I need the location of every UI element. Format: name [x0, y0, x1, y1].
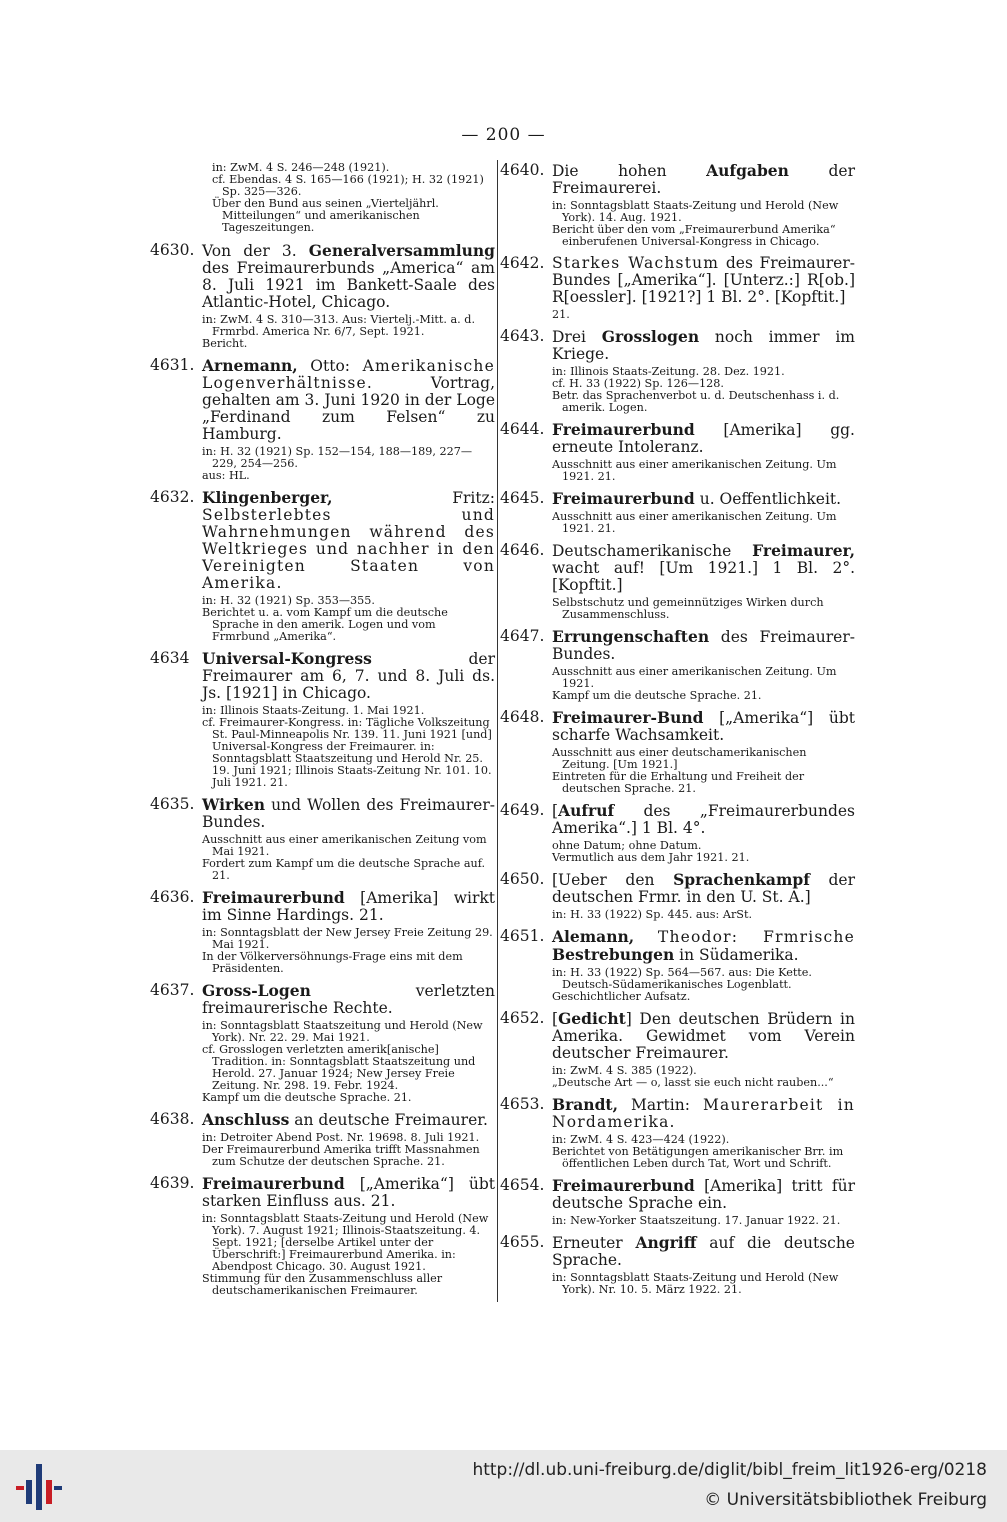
- bibliography-entry: [500, 802, 855, 864]
- entry-title: Von der 3. Generalversammlung des Freimaurerbunds „America“ am 8. Juli 1921 im Bankett-Saale des Atlantic-Hotel, Chicago.: [202, 241, 495, 311]
- entry-notes: [552, 511, 855, 535]
- entry-title: Errungenschaften des Freimaurer-Bundes.: [552, 627, 855, 663]
- entry-note-line: aus: HL.: [202, 469, 250, 482]
- entry-title: Alemann, Theodor: Frmrische Bestrebungen in Südamerika.: [552, 927, 855, 964]
- entry-note-line: Bericht über den vom „Freimaurerbund Amerika“ einberufenen Universal-Kongress in Chicago.: [552, 223, 836, 248]
- entry-title: Universal-Kongress der Freimaurer am 6, 7. und 8. Juli ds. Js. [1921] in Chicago.: [202, 649, 495, 702]
- entry-number: 4654.: [500, 1176, 545, 1194]
- entry-note-line: in: Sonntagsblatt Staatszeitung und Herold (New York). Nr. 22. 29. Mai 1921.: [202, 1019, 483, 1044]
- entry-number: 4632.: [150, 488, 195, 506]
- entry-title: [Gedicht] Den deutschen Brüdern in Amerika. Gewidmet vom Verein deutscher Freimaurer.: [552, 1009, 855, 1062]
- entry-note-line: in: Detroiter Abend Post. Nr. 19698. 8. Juli 1921.: [202, 1131, 480, 1144]
- entry-number: 4643.: [500, 327, 545, 345]
- entry-note-line: in: H. 33 (1922) Sp. 564—567. aus: Die Kette. Deutsch-Südamerikanisches Logenblatt.: [552, 966, 812, 991]
- entry-title: Brandt, Martin: Maurerarbeit in Nordamerika.: [552, 1095, 855, 1131]
- entry-notes: [552, 200, 855, 248]
- bibliography-entry: [150, 982, 495, 1104]
- entry-number: 4631.: [150, 356, 195, 374]
- entry-note-line: Über den Bund aus seinen „Vierteljährl. Mitteilungen“ und amerikanischen Tageszeitungen.: [212, 197, 439, 234]
- entry-note-line: cf. Ebendas. 4 S. 165—166 (1921); H. 32 (1921) Sp. 325—326.: [212, 173, 484, 198]
- entry-title: Gross-Logen verletzten freimaurerische Rechte.: [202, 981, 495, 1017]
- entry-title: Starkes Wachstum des Freimaurer-Bundes [„Amerika“]. [Unterz.:] R[ob.] R[oessler]. [1921?] 1 Bl. 2°. [Kopftit.]: [552, 254, 855, 306]
- entry-notes: [552, 366, 855, 414]
- entry-number: 4637.: [150, 981, 195, 999]
- entry-title: Erneuter Angriff auf die deutsche Sprache.: [552, 1233, 855, 1269]
- entry-continuation: [150, 162, 495, 234]
- entry-notes: [552, 747, 855, 795]
- entry-title: Freimaurerbund [Amerika] gg. erneute Intoleranz.: [552, 420, 855, 456]
- entry-title: Klingenberger, Fritz: Selbsterlebtes und Wahrnehmungen während des Weltkrieges und nachher in den Vereinigten Staaten von Amerika.: [202, 488, 495, 592]
- right-column: [500, 162, 855, 1303]
- entry-note-line: in: H. 32 (1921) Sp. 152—154, 188—189, 227—229, 254—256.: [202, 445, 473, 470]
- entry-number: 4634: [150, 649, 190, 667]
- entry-notes: [202, 314, 495, 350]
- entry-note-line: in: ZwM. 4 S. 246—248 (1921).: [212, 161, 390, 174]
- bibliography-entry: [500, 255, 855, 321]
- entry-note-line: 21.: [552, 308, 570, 321]
- entry-notes: [552, 666, 855, 702]
- entry-note-line: in: Sonntagsblatt der New Jersey Freie Zeitung 29. Mai 1921.: [202, 926, 493, 951]
- entry-title: Freimaurerbund [Amerika] wirkt im Sinne Hardings. 21.: [202, 888, 495, 924]
- bibliography-entry: [500, 871, 855, 921]
- bibliography-entry: [150, 889, 495, 975]
- entry-note-line: Ausschnitt aus einer amerikanischen Zeitung. Um 1921. 21.: [552, 458, 837, 483]
- entry-number: 4640.: [500, 161, 545, 179]
- bibliography-entry: [150, 1111, 495, 1168]
- entry-number: 4647.: [500, 627, 545, 645]
- entry-note-line: in: ZwM. 4 S. 310—313. Aus: Viertelj.-Mitt. a. d. Frmrbd. America Nr. 6/7, Sept. 1921.: [202, 313, 476, 338]
- entry-note-line: „Deutsche Art — o, lasst sie euch nicht rauben...“: [552, 1076, 834, 1089]
- entry-title: Deutschamerikanische Freimaurer, wacht auf! [Um 1921.] 1 Bl. 2°. [Kopftit.]: [552, 541, 855, 594]
- entry-number: 4638.: [150, 1110, 195, 1128]
- bibliography-entry: [500, 709, 855, 795]
- entry-number: 4650.: [500, 870, 545, 888]
- page-number: — 200 —: [461, 125, 546, 145]
- entry-notes: [202, 162, 495, 234]
- entry-note-line: in: Sonntagsblatt Staats-Zeitung und Herold (New York). 7. August 1921; Illinois-Staatszeitung. 4. Sept. 1921; [derselbe Artikel unter der Überschrift:] Freimaurerbund Amerika. in: Abendpost Chicago. 30. August 1921.: [202, 1212, 489, 1273]
- bibliography-entry: [150, 357, 495, 482]
- entry-number: 4653.: [500, 1095, 545, 1113]
- entry-note-line: ohne Datum; ohne Datum.: [552, 839, 702, 852]
- entry-title: [Aufruf des „Freimaurerbundes Amerika“.] 1 Bl. 4°.: [552, 801, 855, 837]
- entry-number: 4639.: [150, 1174, 195, 1192]
- entry-notes: [202, 1020, 495, 1104]
- bibliography-entry: [500, 928, 855, 1003]
- entry-number: 4646.: [500, 541, 545, 559]
- entry-notes: [552, 309, 855, 321]
- bibliography-entry: [500, 162, 855, 248]
- bibliography-entry: [500, 421, 855, 483]
- entry-note-line: Ausschnitt aus einer amerikanischen Zeitung. Um 1921. 21.: [552, 510, 837, 535]
- entry-note-line: Vermutlich aus dem Jahr 1921. 21.: [552, 851, 750, 864]
- entry-note-line: Ausschnitt aus einer amerikanischen Zeitung. Um 1921.: [552, 665, 837, 690]
- bibliography-entry: [500, 1234, 855, 1296]
- entry-number: 4636.: [150, 888, 195, 906]
- entry-note-line: Kampf um die deutsche Sprache. 21.: [552, 689, 762, 702]
- entry-note-line: Ausschnitt aus einer deutschamerikanischen Zeitung. [Um 1921.]: [552, 746, 807, 771]
- entry-number: 4648.: [500, 708, 545, 726]
- entry-note-line: in: Sonntagsblatt Staats-Zeitung und Herold (New York). Nr. 10. 5. März 1922. 21.: [552, 1271, 839, 1296]
- entry-note-line: in: Illinois Staats-Zeitung. 1. Mai 1921.: [202, 704, 425, 717]
- entry-note-line: Stimmung für den Zusammenschluss aller deutschamerikanischen Freimaurer.: [202, 1272, 443, 1297]
- entry-note-line: Eintreten für die Erhaltung und Freiheit der deutschen Sprache. 21.: [552, 770, 805, 795]
- entry-title: Arnemann, Otto: Amerikanische Logenverhältnisse. Vortrag, gehalten am 3. Juni 1920 in der Loge „Ferdinand zum Felsen“ zu Hamburg.: [202, 356, 495, 443]
- entry-number: 4642.: [500, 254, 545, 272]
- entry-note-line: in: Sonntagsblatt Staats-Zeitung und Herold (New York). 14. Aug. 1921.: [552, 199, 839, 224]
- entry-notes: [202, 595, 495, 643]
- bibliography-entry: [500, 328, 855, 414]
- entry-title: Wirken und Wollen des Freimaurer-Bundes.: [202, 795, 495, 831]
- entry-notes: [552, 1134, 855, 1170]
- entry-notes: [552, 1215, 855, 1227]
- entry-note-line: in: ZwM. 4 S. 385 (1922).: [552, 1064, 697, 1077]
- bibliography-entry: [500, 542, 855, 621]
- entry-note-line: in: ZwM. 4 S. 423—424 (1922).: [552, 1133, 730, 1146]
- entry-title: [Ueber den Sprachenkampf der deutschen Frmr. in den U. St. A.]: [552, 870, 855, 906]
- entry-note-line: cf. H. 33 (1922) Sp. 126—128.: [552, 377, 724, 390]
- entry-note-line: cf. Freimaurer-Kongress. in: Tägliche Volkszeitung St. Paul-Minneapolis Nr. 139. 11. Juni 1921 [und] Universal-Kongress der Freimaurer. in: Sonntagsblatt Staatszeitung und Herold Nr. 25. 19. Juni 1921; Illinois Staats-Zeitung Nr. 101. 10. Juli 1921. 21.: [202, 716, 492, 789]
- entry-title: Freimaurerbund [Amerika] tritt für deutsche Sprache ein.: [552, 1176, 855, 1212]
- entry-note-line: Selbstschutz und gemeinnütziges Wirken durch Zusammenschluss.: [552, 596, 824, 621]
- entry-note-line: Betr. das Sprachenverbot u. d. Deutschenhass i. d. amerik. Logen.: [552, 389, 840, 414]
- entry-note-line: Der Freimaurerbund Amerika trifft Massnahmen zum Schutze der deutschen Sprache. 21.: [202, 1143, 480, 1168]
- entry-title: Die hohen Aufgaben der Freimaurerei.: [552, 161, 855, 197]
- footer-bar: [0, 1450, 1007, 1522]
- entry-number: 4644.: [500, 420, 545, 438]
- permalink-url[interactable]: http://dl.ub.uni-freiburg.de/diglit/bibl_freim_lit1926-erg/0218: [472, 1460, 987, 1480]
- entry-note-line: cf. Grosslogen verletzten amerik[anische] Tradition. in: Sonntagsblatt Staatszeitung und Herold. 27. Januar 1924; New Jersey Freie Zeitung. Nr. 298. 19. Febr. 1924.: [202, 1043, 476, 1092]
- library-logo-icon: [14, 1462, 64, 1512]
- entry-number: 4649.: [500, 801, 545, 819]
- entry-notes: [552, 1272, 855, 1296]
- bibliography-entry: [150, 650, 495, 789]
- entry-number: 4652.: [500, 1009, 545, 1027]
- entry-note-line: Berichtet von Betätigungen amerikanischer Brr. im öffentlichen Leben durch Tat, Wort und Schrift.: [552, 1145, 844, 1170]
- bibliography-entry: [150, 796, 495, 882]
- entry-notes: [202, 1132, 495, 1168]
- column-divider: [497, 160, 498, 1302]
- entry-title: Freimaurerbund [„Amerika“] übt starken Einfluss aus. 21.: [202, 1174, 495, 1210]
- entry-notes: [202, 446, 495, 482]
- entry-notes: [202, 1213, 495, 1297]
- entry-notes: [552, 597, 855, 621]
- entry-notes: [552, 909, 855, 921]
- entry-note-line: in: Illinois Staats-Zeitung. 28. Dez. 1921.: [552, 365, 785, 378]
- entry-number: 4651.: [500, 927, 545, 945]
- entry-notes: [552, 1065, 855, 1089]
- entry-note-line: Kampf um die deutsche Sprache. 21.: [202, 1091, 412, 1104]
- bibliography-entry: [500, 1177, 855, 1227]
- entry-note-line: In der Völkerversöhnungs-Frage eins mit dem Präsidenten.: [202, 950, 463, 975]
- entry-note-line: Ausschnitt aus einer amerikanischen Zeitung vom Mai 1921.: [202, 833, 487, 858]
- entry-number: 4655.: [500, 1233, 545, 1251]
- entry-number: 4645.: [500, 489, 545, 507]
- entry-number: 4635.: [150, 795, 195, 813]
- entry-notes: [202, 834, 495, 882]
- entry-note-line: Fordert zum Kampf um die deutsche Sprache auf. 21.: [202, 857, 485, 882]
- entry-note-line: in: New-Yorker Staatszeitung. 17. Januar 1922. 21.: [552, 1214, 841, 1227]
- entry-title: Freimaurer-Bund [„Amerika“] übt scharfe Wachsamkeit.: [552, 708, 855, 744]
- bibliography-entry: [500, 1096, 855, 1170]
- entry-note-line: Berichtet u. a. vom Kampf um die deutsche Sprache in den amerik. Logen und vom Frmrbund „Amerika“.: [202, 606, 448, 643]
- entry-notes: [202, 927, 495, 975]
- copyright-notice: © Universitätsbibliothek Freiburg: [704, 1490, 987, 1510]
- left-column: [150, 162, 495, 1304]
- entry-title: Freimaurerbund u. Oeffentlichkeit.: [552, 489, 842, 508]
- entry-note-line: in: H. 33 (1922) Sp. 445. aus: ArSt.: [552, 908, 753, 921]
- entry-notes: [552, 840, 855, 864]
- entry-note-line: Bericht.: [202, 337, 248, 350]
- entry-notes: [552, 459, 855, 483]
- entry-title: Drei Grosslogen noch immer im Kriege.: [552, 327, 855, 363]
- bibliography-entry: [150, 242, 495, 350]
- entry-notes: [552, 967, 855, 1003]
- entry-title: Anschluss an deutsche Freimaurer.: [202, 1110, 488, 1129]
- bibliography-entry: [500, 1010, 855, 1089]
- bibliography-entry: [500, 490, 855, 535]
- bibliography-entry: [500, 628, 855, 702]
- entry-number: 4630.: [150, 241, 195, 259]
- bibliography-entry: [150, 489, 495, 643]
- bibliography-entry: [150, 1175, 495, 1297]
- entry-note-line: Geschichtlicher Aufsatz.: [552, 990, 691, 1003]
- entry-note-line: in: H. 32 (1921) Sp. 353—355.: [202, 594, 375, 607]
- entry-notes: [202, 705, 495, 789]
